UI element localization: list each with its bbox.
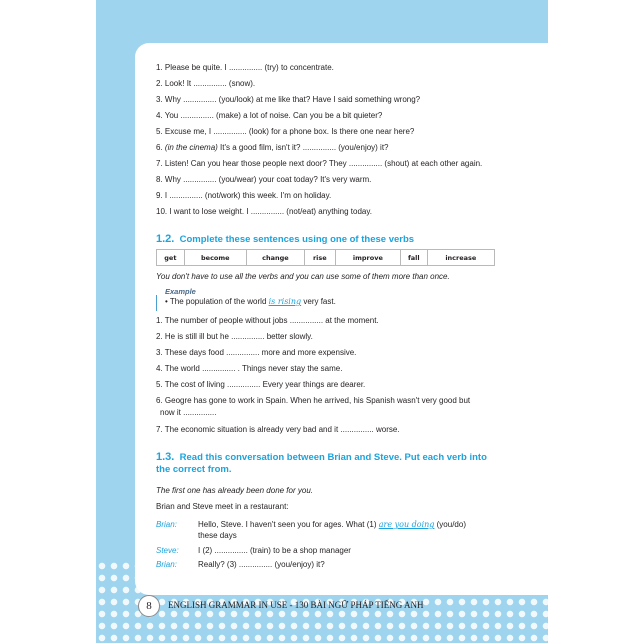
- verb-cell: improve: [335, 250, 400, 266]
- exercise1-item-9: 9. I ............... (not/work) this week. I'm on holiday.: [156, 191, 332, 200]
- section-title: Complete these sentences using one of these verbs: [179, 234, 415, 245]
- exercise1-item-10: 10. I want to lose weight. I ............... (not/eat) anything today.: [156, 207, 372, 216]
- example-before: • The population of the world: [165, 297, 269, 306]
- dialogue-line-cont: these days: [198, 531, 237, 540]
- dialogue-speaker: Steve:: [156, 546, 179, 555]
- verb-cell: change: [246, 250, 304, 266]
- section-1-2-item-5: 5. The cost of living ............... Every year things are dearer.: [156, 380, 366, 389]
- section-1-3-heading: [156, 451, 487, 463]
- exercise1-item-3: 3. Why ............... (you/look) at me like that? Have I said something wrong?: [156, 95, 421, 104]
- dialogue-line: [198, 520, 466, 529]
- section-1-2-item-1: 1. The number of people without jobs ............... at the moment.: [156, 316, 379, 325]
- exercise1-item-1: 1. Please be quite. I ............... (try) to concentrate.: [156, 63, 334, 72]
- page-number: 8: [138, 595, 160, 617]
- section-1-2-item-4: 4. The world ............... . Things never stay the same.: [156, 364, 343, 373]
- verb-cell: become: [184, 250, 246, 266]
- exercise1-item-7: 7. Listen! Can you hear those people next door? They ............... (shout) at each other again.: [156, 159, 483, 168]
- verb-cell: fall: [400, 250, 427, 266]
- exercise1-item-5: 5. Excuse me, I ............... (look) for a phone box. Is there one near here?: [156, 127, 415, 136]
- example-bar: [156, 295, 157, 311]
- example-answer: is rising: [268, 297, 302, 306]
- dialogue-line: Really? (3) ............... (you/enjoy) it?: [198, 560, 325, 569]
- section-1-2-instruction: You don't have to use all the verbs and you can use some of them more than once.: [156, 272, 450, 281]
- exercise1-item-4: 4. You ............... (make) a lot of noise. Can you be a bit quieter?: [156, 111, 383, 120]
- verb-cell: rise: [304, 250, 335, 266]
- section-1-2-item-2: 2. He is still ill but he ............... better slowly.: [156, 332, 313, 341]
- exercise1-item-2: 2. Look! It ............... (snow).: [156, 79, 256, 88]
- section-1-2-item-6-cont: now it ...............: [160, 408, 217, 417]
- dialogue-answer: are you doing: [378, 520, 435, 529]
- dialogue-before: Hello, Steve. I haven't seen you for ages. What (1): [198, 520, 379, 529]
- page-footer: [138, 595, 548, 625]
- section-1-2-item-6: 6. Geogre has gone to work in Spain. When he arrived, his Spanish wasn't very good but: [156, 396, 471, 405]
- section-number: 1.2.: [156, 233, 175, 245]
- verb-table: [156, 249, 495, 266]
- section-number: 1.3.: [156, 451, 175, 463]
- section-1-2-heading: [156, 233, 414, 245]
- dialogue-line: I (2) ............... (train) to be a shop manager: [198, 546, 351, 555]
- item-6-rest: It's a good film, isn't it? ............... (you/enjoy) it?: [217, 143, 389, 152]
- example-after: very fast.: [301, 297, 336, 306]
- item-6-context: (in the cinema): [164, 143, 218, 152]
- dialogue-speaker: Brian:: [156, 560, 177, 569]
- dialogue-speaker: Brian:: [156, 520, 177, 529]
- section-1-3-heading-line2: the correct from.: [156, 464, 232, 475]
- example-label: Example: [165, 287, 196, 296]
- verb-cell: increase: [427, 250, 494, 266]
- section-1-2-item-3: 3. These days food ............... more and more expensive.: [156, 348, 357, 357]
- verb-cell: get: [157, 250, 185, 266]
- section-title-line1: Read this conversation between Brian and Steve. Put each verb into: [179, 452, 487, 463]
- exercise1-item-8: 8. Why ............... (you/wear) your coat today? It's very warm.: [156, 175, 372, 184]
- footer-title: ENGLISH GRAMMAR IN USE - 130 BÀI NGỮ PHÁP TIẾNG ANH: [168, 600, 424, 610]
- dialogue-after: (you/do): [434, 520, 466, 529]
- section-1-3-intro: Brian and Steve meet in a restaurant:: [156, 502, 289, 511]
- example-sentence: [165, 297, 336, 306]
- section-1-3-instruction: The first one has already been done for you.: [156, 486, 313, 495]
- exercise1-item-6: [156, 143, 389, 152]
- item-6-prefix: 6.: [156, 143, 165, 152]
- section-1-2-item-7: 7. The economic situation is already very bad and it ............... worse.: [156, 425, 400, 434]
